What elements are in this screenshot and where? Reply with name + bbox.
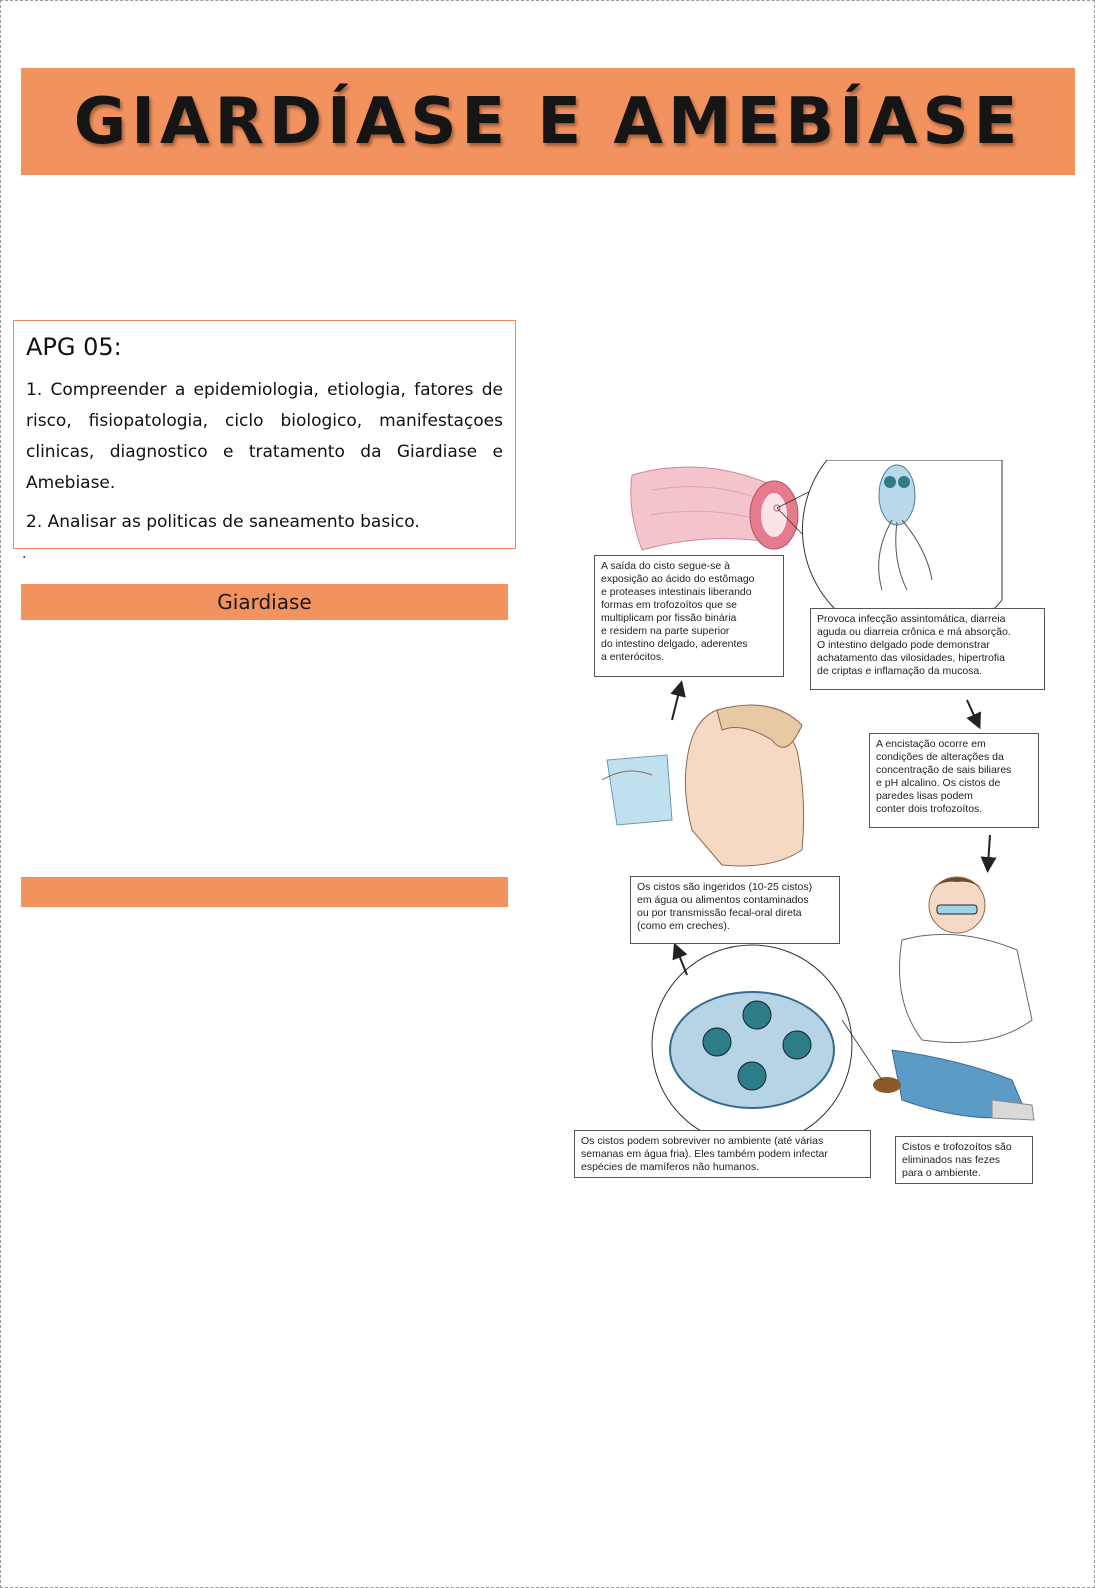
callout-infection: Provoca infecção assintomática, diarreia aguda ou diarreia crônica e má absorção. O intestino delgado pode demonstrar achatamento das vilosidades, hipertrofia de criptas e inflamação da mucosa. (810, 608, 1045, 690)
callout-elimination: Cistos e trofozoítos são eliminados nas fezes para o ambiente. (895, 1136, 1033, 1184)
page-title: GIARDÍASE E AMEBÍASE (73, 84, 1023, 159)
callout-excystation: A saída do cisto segue-se à exposição ao ácido do estômago e proteases intestinais liberando formas em trofozoítos que se multiplicam por fissão binária e residem na parte superior do intestino delgado, aderentes a enterócitos. (594, 555, 784, 677)
cycle-arrow (677, 950, 687, 975)
person-defecating-illustration (873, 877, 1034, 1120)
section-header-giardiase (21, 584, 508, 620)
section-header-empty (21, 877, 508, 907)
stray-dot: . (22, 546, 27, 562)
apg-item-1: 1. Compreender a epidemiologia, etiologia, fatores de risco, fisiopatologia, ciclo biologico, manifestaçoes clinicas, diagnostico e tratamento da Giardiase e Amebiase. (26, 380, 503, 493)
callout-ingestion: Os cistos são ingeridos (10-25 cistos) em água ou alimentos contaminados ou por transmissão fecal-oral direta (como em creches). (630, 876, 840, 944)
cycle-arrow (672, 688, 680, 720)
person-drinking-illustration (602, 705, 804, 866)
callout-environment: Os cistos podem sobreviver no ambiente (até várias semanas em água fria). Eles também podem infectar espécies de mamíferos não humanos. (574, 1130, 871, 1178)
apg-objectives-box (13, 320, 516, 549)
cycle-arrow (988, 835, 990, 865)
callout-encystation: A encistação ocorre em condições de alterações da concentração de sais biliares e pH alcalino. Os cistos de paredes lisas podem conter dois trofozoítos. (869, 733, 1039, 828)
title-banner (21, 68, 1075, 175)
section-header-label: Giardiase (217, 590, 312, 614)
apg-heading: APG 05: (26, 333, 122, 361)
apg-item-2: 2. Analisar as politicas de saneamento basico. (26, 512, 420, 532)
cycle-arrow (967, 700, 977, 722)
giardia-life-cycle-figure (572, 460, 1062, 1185)
